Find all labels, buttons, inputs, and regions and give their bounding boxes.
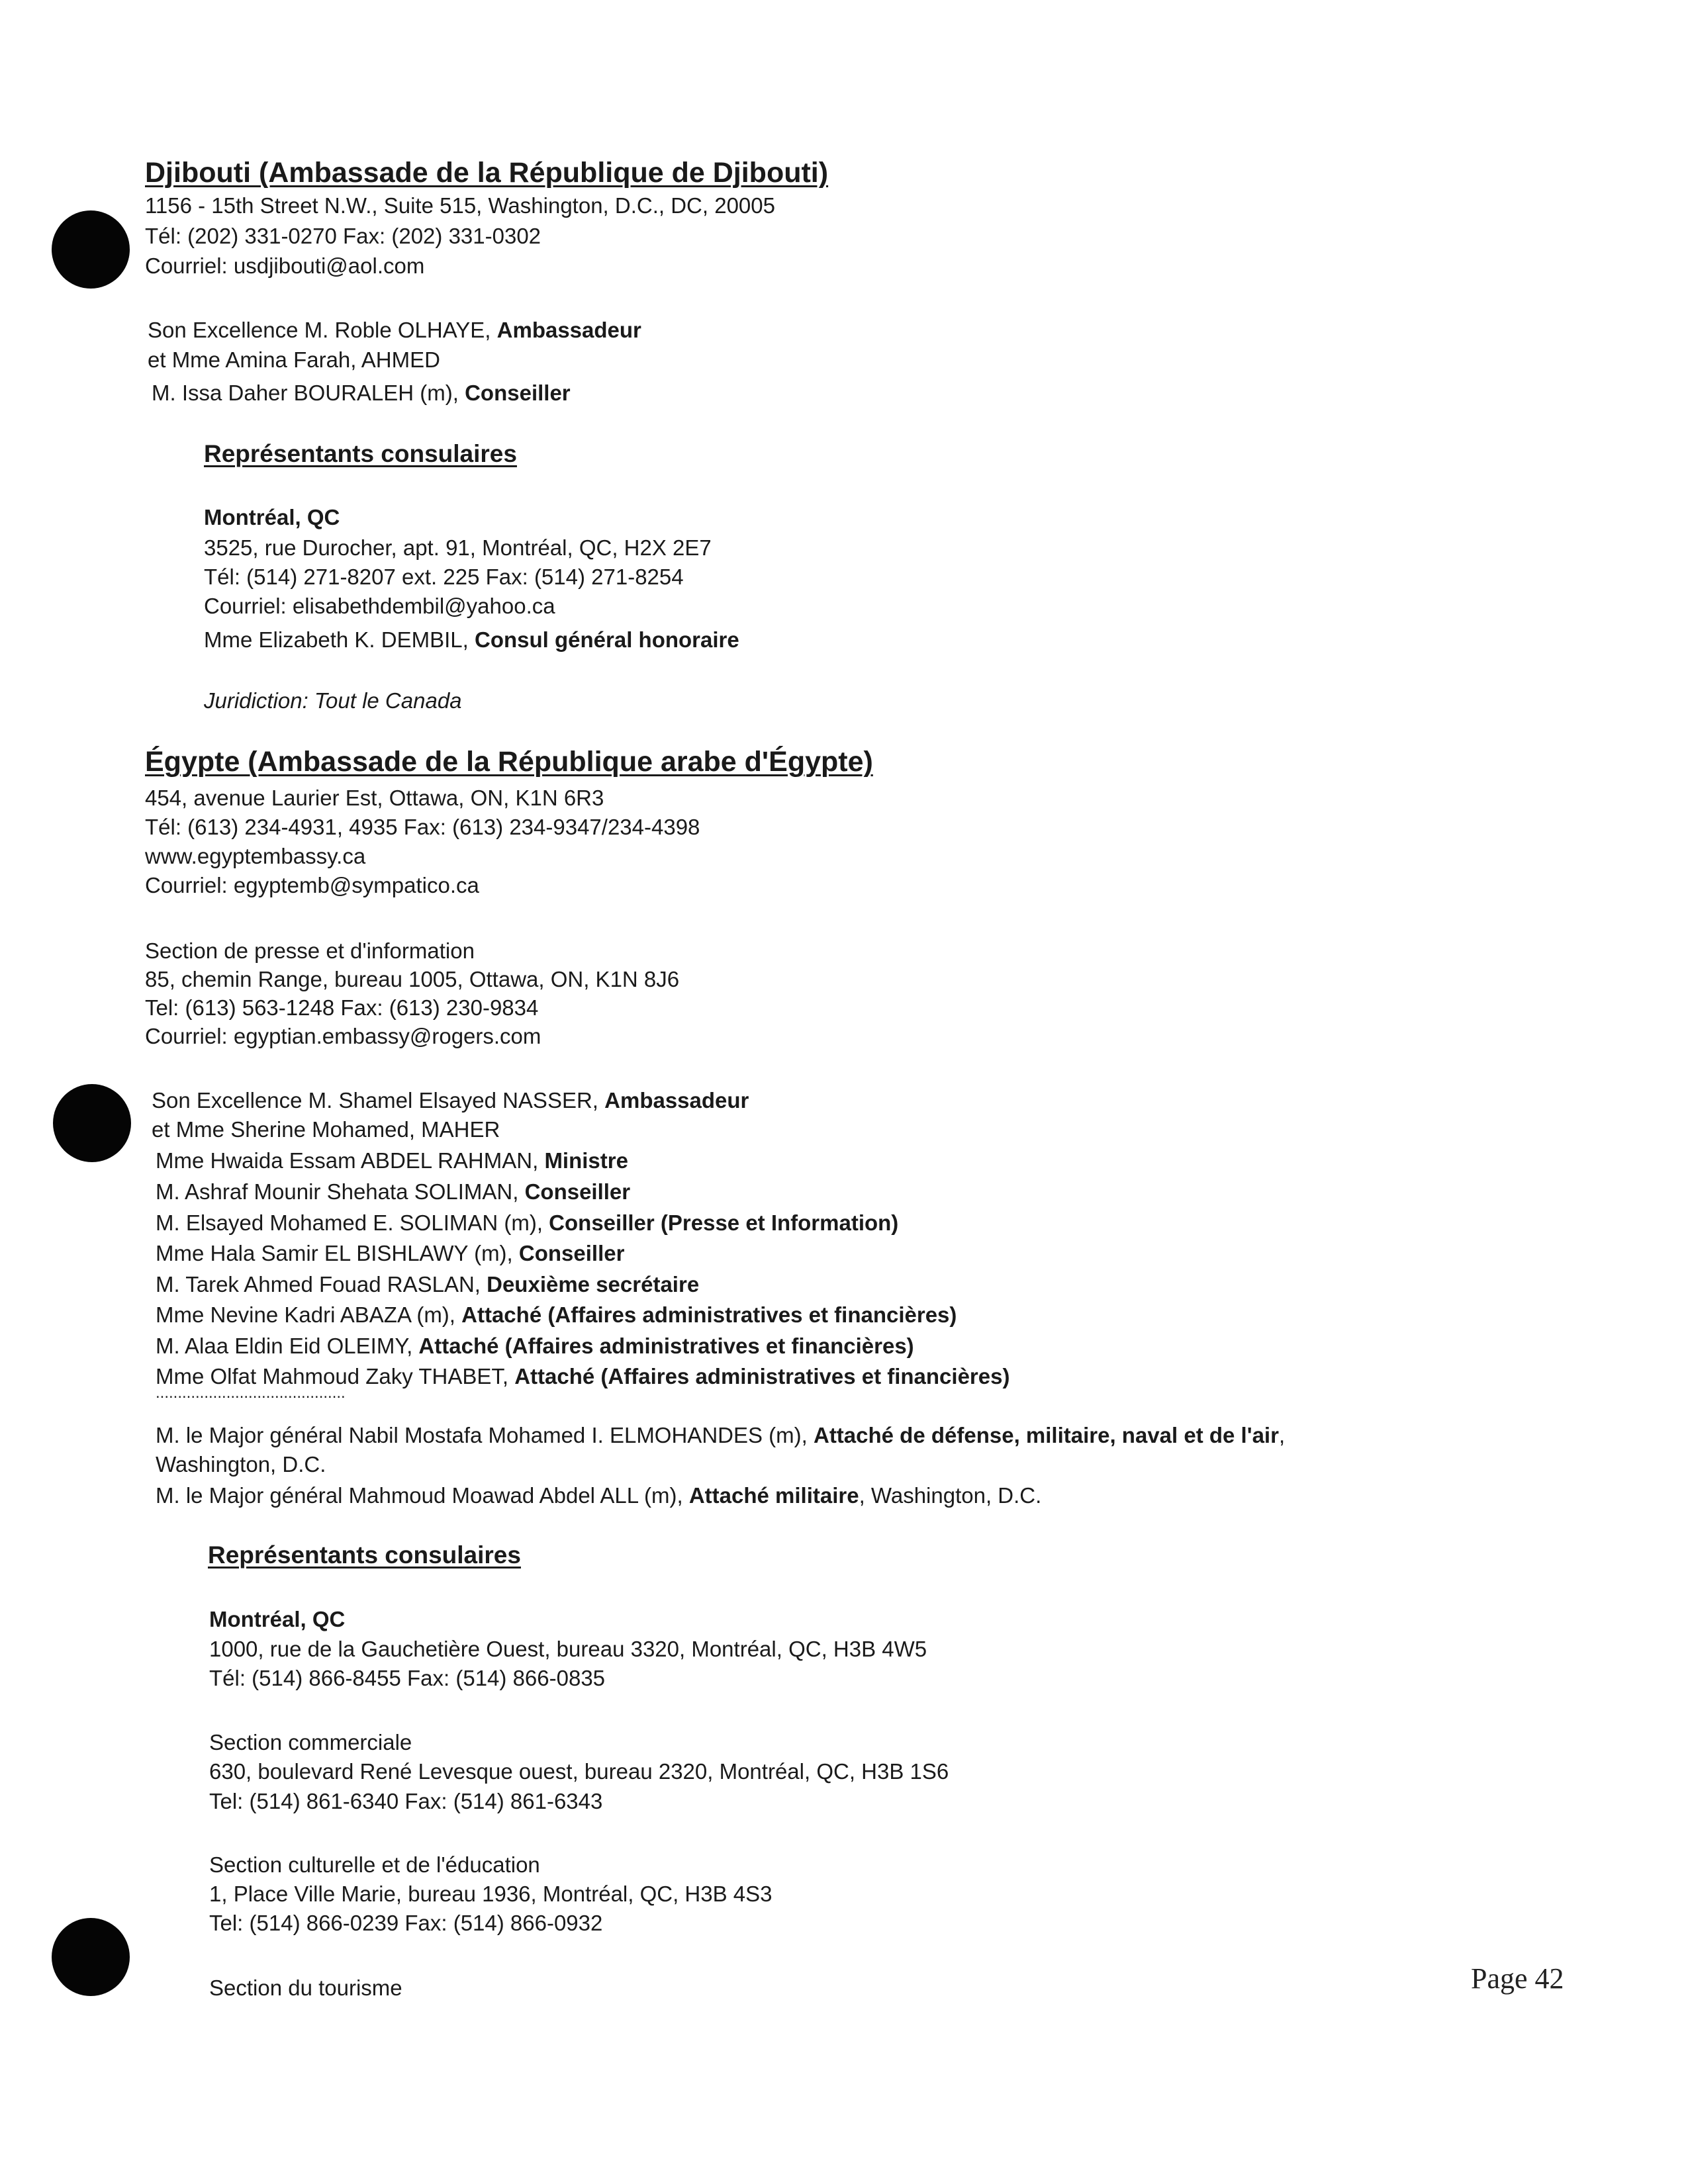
egypte-staff-row	[156, 1273, 699, 1295]
staff-name: M. Tarek Ahmed Fouad RASLAN,	[156, 1272, 487, 1297]
staff-name: et Mme Amina Farah, AHMED	[148, 347, 440, 372]
djibouti-consular-heading: Représentants consulaires	[204, 440, 517, 467]
egypte-commercial-tel: Tel: (514) 861-6340 Fax: (514) 861-6343	[209, 1789, 603, 1813]
egypte-montreal-city: Montréal, QC	[209, 1607, 346, 1631]
egypte-press-title: Section de presse et d'information	[145, 938, 475, 963]
staff-name: et Mme Sherine Mohamed, MAHER	[152, 1117, 500, 1142]
egypte-staff-row	[152, 1089, 749, 1111]
staff-title: Attaché militaire	[688, 1483, 859, 1508]
staff-title: Conseiller	[518, 1241, 625, 1265]
staff-title: Ambassadeur	[604, 1088, 749, 1113]
staff-title: Ambassadeur	[496, 318, 641, 342]
egypte-consular-heading: Représentants consulaires	[208, 1541, 521, 1569]
egypte-heading: Égypte (Ambassade de la République arabe d'Égypte)	[145, 746, 873, 778]
egypte-staff-row	[156, 1242, 624, 1264]
djibouti-staff-row	[152, 382, 571, 404]
egypte-press-tel: Tel: (613) 563-1248 Fax: (613) 230-9834	[145, 995, 539, 1020]
staff-title: Attaché (Affaires administratives et financières)	[418, 1334, 914, 1358]
egypte-montreal-tel: Tél: (514) 866-8455 Fax: (514) 866-0835	[209, 1666, 606, 1690]
staff-title: Attaché (Affaires administratives et financières)	[514, 1364, 1010, 1388]
staff-name: M. Issa Daher BOURALEH (m),	[152, 381, 465, 405]
egypte-press-email: Courriel: egyptian.embassy@rogers.com	[145, 1024, 541, 1048]
staff-title: Conseiller (Presse et Information)	[549, 1210, 899, 1235]
consul-title: Consul général honoraire	[474, 627, 739, 652]
egypte-cultural-title: Section culturelle et de l'éducation	[209, 1852, 540, 1877]
staff-name: Mme Hwaida Essam ABDEL RAHMAN,	[156, 1148, 545, 1173]
djibouti-montreal-address: 3525, rue Durocher, apt. 91, Montréal, QC, H2X 2E7	[204, 535, 712, 560]
punch-hole-middle	[53, 1084, 131, 1162]
egypte-web: www.egyptembassy.ca	[145, 844, 366, 868]
egypte-staff-row	[152, 1118, 500, 1140]
djibouti-heading: Djibouti (Ambassade de la République de Djibouti)	[145, 157, 829, 189]
djibouti-staff-row	[148, 319, 641, 341]
egypte-staff-row	[156, 1453, 326, 1475]
egypte-staff-row	[156, 1212, 898, 1234]
djibouti-staff-row	[148, 349, 440, 371]
staff-title: Attaché (Affaires administratives et financières)	[461, 1302, 957, 1327]
egypte-staff-row	[156, 1150, 628, 1171]
staff-name: M. Ashraf Mounir Shehata SOLIMAN,	[156, 1179, 525, 1204]
page-number: Page 42	[1471, 1962, 1564, 1995]
egypte-cultural-tel: Tel: (514) 866-0239 Fax: (514) 866-0932	[209, 1911, 603, 1935]
egypte-staff-row	[156, 1335, 914, 1357]
staff-title: Conseiller	[524, 1179, 631, 1204]
punch-hole-top	[52, 210, 130, 289]
egypte-tourism-title: Section du tourisme	[209, 1976, 402, 2000]
egypte-press-address: 85, chemin Range, bureau 1005, Ottawa, ON, K1N 8J6	[145, 967, 680, 991]
djibouti-email: Courriel: usdjibouti@aol.com	[145, 253, 425, 278]
djibouti-montreal-tel: Tél: (514) 271-8207 ext. 225 Fax: (514) 271-8254	[204, 565, 684, 589]
staff-suffix: , Washington, D.C.	[859, 1483, 1042, 1508]
djibouti-montreal-consul	[204, 629, 739, 651]
punch-hole-bottom	[52, 1918, 130, 1996]
staff-name: Son Excellence M. Shamel Elsayed NASSER,	[152, 1088, 605, 1113]
egypte-staff-row	[156, 1304, 957, 1326]
egypte-staff-row	[156, 1424, 1285, 1446]
staff-title: Deuxième secrétaire	[487, 1272, 700, 1297]
egypte-staff-row	[156, 1484, 1041, 1506]
djibouti-montreal-email: Courriel: elisabethdembil@yahoo.ca	[204, 594, 555, 618]
dotted-separator: ...........................................	[156, 1384, 346, 1402]
egypte-cultural-address: 1, Place Ville Marie, bureau 1936, Montréal, QC, H3B 4S3	[209, 1882, 773, 1906]
egypte-tel: Tél: (613) 234-4931, 4935 Fax: (613) 234-9347/234-4398	[145, 815, 700, 839]
staff-name: Son Excellence M. Roble OLHAYE,	[148, 318, 497, 342]
staff-suffix: ,	[1278, 1423, 1286, 1447]
staff-name: Mme Olfat Mahmoud Zaky THABET,	[156, 1364, 515, 1388]
staff-title: Ministre	[544, 1148, 628, 1173]
egypte-staff-separator	[156, 1385, 346, 1401]
staff-title: Conseiller	[465, 381, 571, 405]
staff-name: M. le Major général Nabil Mostafa Mohamed I. ELMOHANDES (m),	[156, 1423, 814, 1447]
djibouti-address: 1156 - 15th Street N.W., Suite 515, Washington, D.C., DC, 20005	[145, 193, 775, 218]
staff-name: Mme Nevine Kadri ABAZA (m),	[156, 1302, 462, 1327]
egypte-address: 454, avenue Laurier Est, Ottawa, ON, K1N 6R3	[145, 786, 604, 810]
staff-name: Washington, D.C.	[156, 1452, 326, 1477]
staff-name: M. Alaa Eldin Eid OLEIMY,	[156, 1334, 419, 1358]
staff-name: M. le Major général Mahmoud Moawad Abdel ALL (m),	[156, 1483, 689, 1508]
djibouti-tel: Tél: (202) 331-0270 Fax: (202) 331-0302	[145, 224, 541, 248]
consul-name: Mme Elizabeth K. DEMBIL,	[204, 627, 475, 652]
staff-name: Mme Hala Samir EL BISHLAWY (m),	[156, 1241, 519, 1265]
egypte-email: Courriel: egyptemb@sympatico.ca	[145, 873, 479, 897]
staff-name: M. Elsayed Mohamed E. SOLIMAN (m),	[156, 1210, 549, 1235]
egypte-commercial-address: 630, boulevard René Levesque ouest, bureau 2320, Montréal, QC, H3B 1S6	[209, 1759, 949, 1784]
egypte-commercial-title: Section commerciale	[209, 1730, 412, 1754]
djibouti-jurisdiction: Juridiction: Tout le Canada	[204, 688, 462, 713]
egypte-staff-row	[156, 1181, 630, 1203]
staff-title: Attaché de défense, militaire, naval et de l'air	[813, 1423, 1279, 1447]
egypte-montreal-address: 1000, rue de la Gauchetière Ouest, bureau 3320, Montréal, QC, H3B 4W5	[209, 1637, 927, 1661]
djibouti-montreal-city: Montréal, QC	[204, 505, 340, 529]
